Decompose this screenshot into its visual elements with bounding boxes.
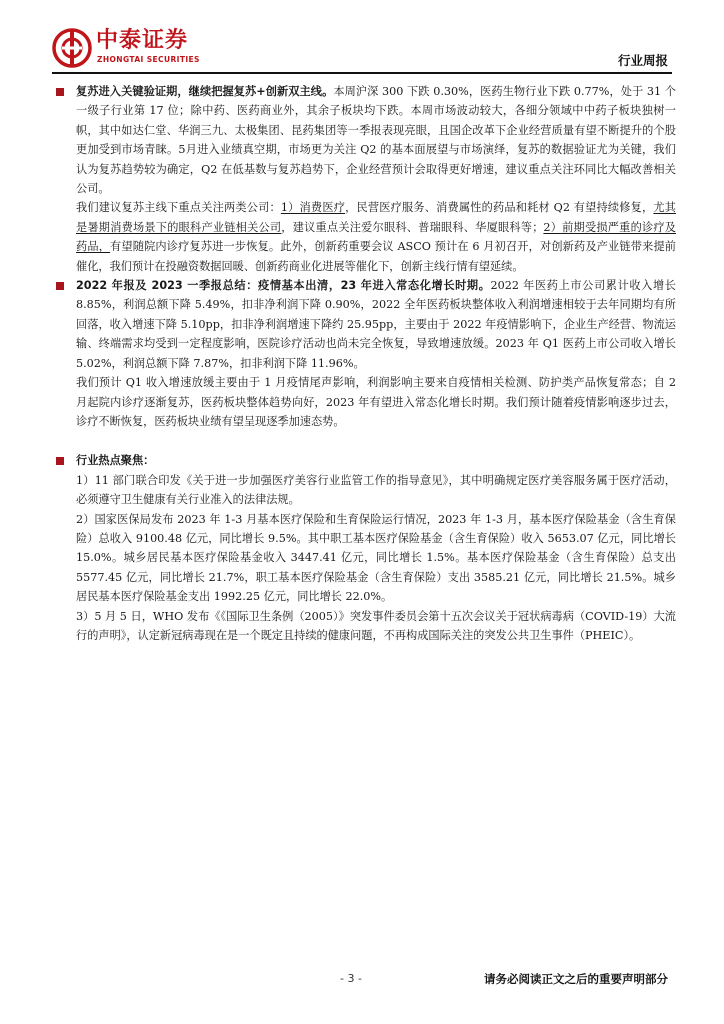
zhongtai-logo-icon	[52, 28, 92, 68]
company-logo	[52, 26, 252, 70]
report-type-label: 行业周报	[617, 53, 668, 68]
section-heading: 行业热点聚焦：	[76, 454, 155, 468]
text-run: 我们建议复苏主线下重点关注两类公司：	[76, 201, 281, 215]
hot-topic-item-1: 1）11 部门联合印发《关于进一步加强医疗美容行业监管工作的指导意见》，其中明确规定医疗美容服务属于医疗活动，必须遵守卫生健康有关行业准入的法律法规。	[76, 473, 676, 507]
section-heading: 2022 年报及 2023 一季报总结：疫情基本出清，23 年进入常态化增长时期。	[76, 279, 491, 293]
underlined-text: 尤其是暑期消费场景下的眼科产业链相关公司	[76, 201, 676, 234]
logo-chinese-name: 中泰证券	[96, 28, 189, 53]
header-divider	[52, 72, 672, 74]
logo-english-name: ZHONGTAI SECURITIES	[97, 55, 200, 64]
hot-topic-item-3: 3）5 月 5 日，WHO 发布《《国际卫生条例（2005）》突发事件委员会第十五次会议关于冠状病毒病（COVID-19）大流行的声明》，认定新冠病毒现在是一个既定且持续的健康问题，不再构成国际关注的突发公共卫生事件（PHEIC）。	[76, 609, 676, 642]
disclaimer-notice: 请务必阅读正文之后的重要声明部分	[484, 972, 668, 986]
section-recovery	[56, 82, 676, 198]
bullet-square-icon	[56, 457, 64, 465]
hot-topic-item-2: 2）国家医保局发布 2023 年 1-3 月基本医疗保险和生育保险运行情况，2023 年 1-3 月，基本医疗保险基金（含生育保险）总收入 9100.48 亿元，同比增长 9.5%。其中职工基本医疗保险基金（含生育保险）收入 5653.07 亿元，同比增长 15.0%。城乡居民基本医疗保险基金收入 3447.41 亿元，同比增长 1.5%。基本医疗保险基金（含生育保险）总支出 5577.45 亿元，同比增长 21.7%，职工基本医疗保险基金（含生育保险）支出 3585.21 亿元，同比增长 21.5%。城乡居民基本医疗保险基金支出 1992.25 亿元，同比增长 22.0%。	[76, 512, 676, 604]
section-hot-topics	[56, 451, 676, 470]
page-header	[0, 0, 724, 80]
underlined-text: 1）消费医疗	[280, 201, 346, 215]
text-run: 有望随院内诊疗复苏进一步恢复。此外，创新药重要会议 ASCO 预计在 6 月初召开，对创新药及产业链带来提前催化，我们预计在投融资数据回暖、创新药商业化进展等催化下，创新主线行情有望延续。	[76, 240, 676, 273]
section-text: 2022 年医药上市公司累计收入增长 8.85%，利润总额下降 5.49%，扣非净利润下降 0.90%，2022 全年医药板块整体收入利润增速相较于去年同期均有所回落，收入增速下降 5.10pp，扣非净利润增速下降约 25.95pp，主要由于 2022 年疫情影响下，企业生产经营、物流运输、终端需求均受到一定程度影响，医院诊疗活动也尚未完全恢复，导致增速放缓。2023 年 Q1 医药上市公司收入增长 5.02%，利润总额下降 7.87%，扣非利润下降 11.96%。	[76, 279, 676, 370]
forecast-paragraph: 我们预计 Q1 收入增速放缓主要由于 1 月疫情尾声影响，利润影响主要来自疫情相关检测、防护类产品恢复常态；自 2 月起院内诊疗逐渐复苏，医药板块整体趋势向好，2023 年有望进入常态化增长时期。我们预计随着疫情影响逐步过去，诊疗不断恢复，医药板块业绩有望呈现逐季加速态势。	[76, 376, 676, 428]
bullet-square-icon	[56, 88, 64, 96]
page-number: - 3 -	[340, 972, 362, 985]
text-run: ，民营医疗服务、消费属性的药品和耗材 Q2 有望持续修复，	[345, 201, 654, 215]
bullet-square-icon	[56, 282, 64, 290]
recommendation-paragraph	[56, 198, 676, 276]
section-text: 本周沪深 300 下跌 0.30%，医药生物行业下跌 0.77%，处于 31 个一级子行业第 17 位；除中药、医药商业外，其余子板块均下跌。本周市场波动较大，各细分领域中中药子板块独树一帜，其中如达仁堂、华润三九、太极集团、昆药集团等一季报表现亮眼，且国企改革下企业经营质量有望不断提升的个股更加受到市场青睐。5月进入业绩真空期，市场更为关注 Q2 的基本面展望与市场演绎，复苏的数据验证尤为关键，我们认为复苏趋势较为确定，Q2 在低基数与复苏趋势下，企业经营预计会取得更好增速，建议重点关注环同比大幅改善相关公司。	[76, 85, 676, 196]
section-annual-summary	[56, 276, 676, 373]
report-body	[56, 82, 676, 645]
underlined-text: 2）前期受损严重的诊疗及药品，	[76, 220, 676, 254]
section-heading: 复苏进入关键验证期，继续把握复苏+创新双主线。	[76, 85, 334, 98]
text-run: ，建议重点关注爱尔眼科、普瑞眼科、华厦眼科等；	[281, 220, 544, 234]
